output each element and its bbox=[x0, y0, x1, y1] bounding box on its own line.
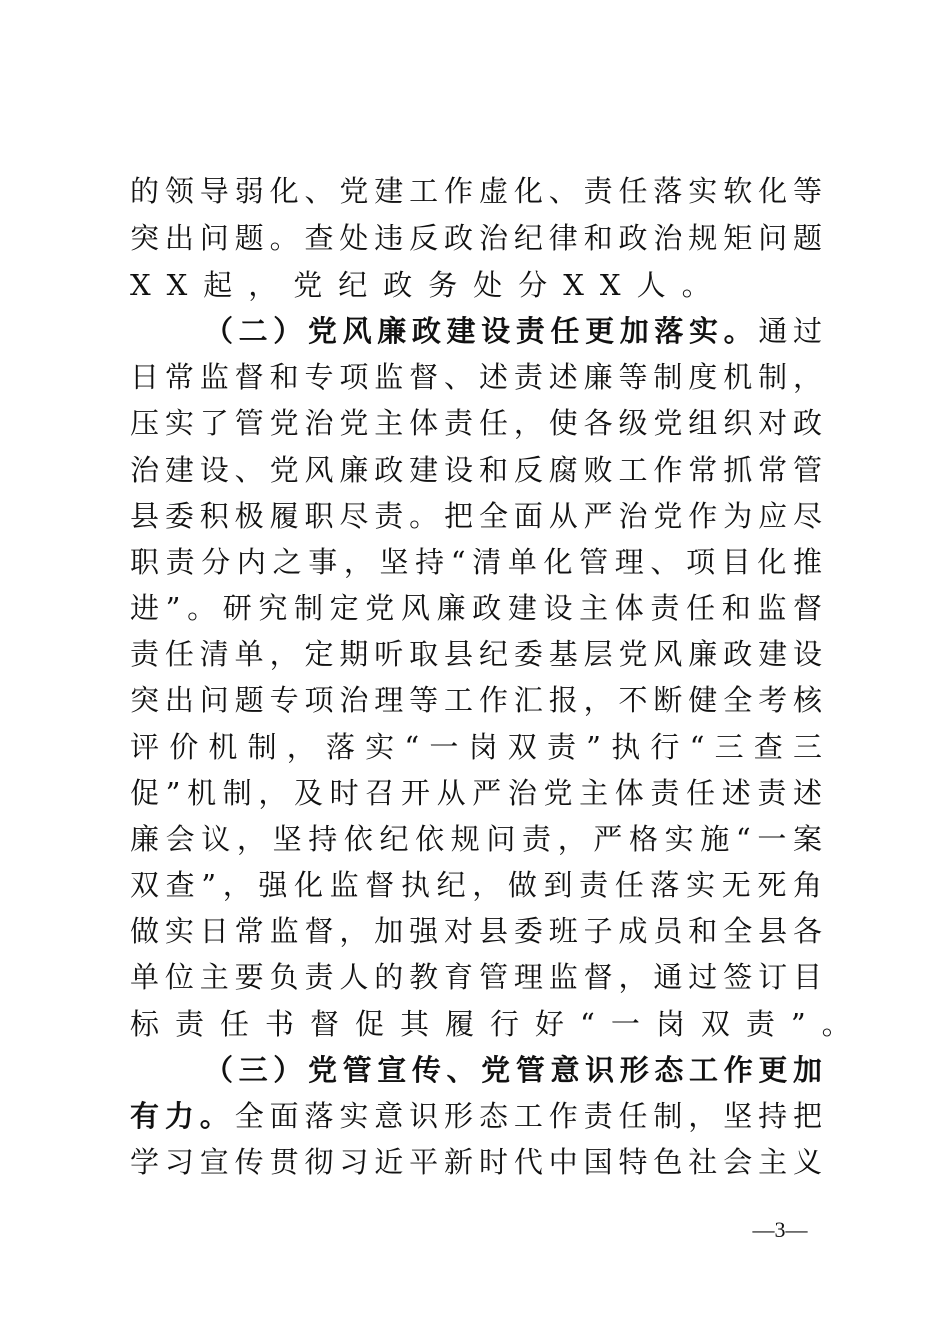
text-line bbox=[130, 1004, 867, 1044]
line-text: 促”机制，及时召开从严治党主体责任述责述 bbox=[130, 776, 822, 810]
line-text: 压实了管党治党主体责任，使各级党组织对政 bbox=[130, 406, 822, 440]
line-text: 突出问题。查处违反政治纪律和政治规矩问题 bbox=[130, 221, 822, 255]
line-text: 做实日常监督，加强对县委班子成员和全县各 bbox=[130, 914, 822, 948]
section-heading: （二）党风廉政建设责任更加落实。 bbox=[204, 314, 759, 348]
text-line bbox=[130, 634, 822, 674]
section-heading: 有力。 bbox=[130, 1099, 235, 1133]
line-text: 突出问题专项治理等工作汇报，不断健全考核 bbox=[130, 683, 822, 717]
line-text: 单位主要负责人的教育管理监督，通过签订目 bbox=[130, 960, 822, 994]
text-line bbox=[130, 403, 822, 443]
line-text: 评价机制，落实“一岗双责”执行“三查三 bbox=[130, 730, 822, 764]
line-text: 职责分内之事，坚持“清单化管理、项目化推 bbox=[130, 545, 822, 579]
text-line bbox=[130, 819, 822, 859]
section-heading-line bbox=[204, 311, 822, 351]
section-heading: （三）党管宣传、党管意识形态工作更加 bbox=[204, 1053, 822, 1087]
line-text: XX起，党纪政务处分XX人。 bbox=[130, 268, 727, 302]
line-text: 全面落实意识形态工作责任制，坚持把 bbox=[234, 1099, 822, 1133]
text-line bbox=[130, 496, 822, 536]
text-line bbox=[130, 542, 822, 582]
text-line bbox=[130, 171, 822, 211]
line-text: 通过 bbox=[758, 314, 822, 348]
line-text: 县委积极履职尽责。把全面从严治党作为应尽 bbox=[130, 499, 822, 533]
line-text: 治建设、党风廉政建设和反腐败工作常抓常管 bbox=[130, 453, 822, 487]
line-text: 学习宣传贯彻习近平新时代中国特色社会主义 bbox=[130, 1145, 822, 1179]
line-text: 责任清单，定期听取县纪委基层党风廉政建设 bbox=[130, 637, 822, 671]
text-line bbox=[130, 265, 822, 305]
section-heading-line bbox=[204, 1050, 822, 1090]
page-number: —3— bbox=[752, 1217, 808, 1242]
text-line bbox=[130, 218, 822, 258]
line-text: 廉会议，坚持依纪依规问责，严格实施“一案 bbox=[130, 822, 822, 856]
text-line bbox=[130, 911, 822, 951]
text-line bbox=[130, 865, 822, 905]
line-text: 双查”，强化监督执纪，做到责任落实无死角 bbox=[130, 868, 822, 902]
text-line bbox=[130, 357, 822, 397]
line-text: 日常监督和专项监督、述责述廉等制度机制， bbox=[130, 360, 822, 394]
text-line bbox=[130, 450, 822, 490]
text-line bbox=[130, 1142, 822, 1182]
text-line bbox=[130, 773, 822, 813]
line-text: 的领导弱化、党建工作虚化、责任落实软化等 bbox=[130, 174, 822, 208]
text-line bbox=[130, 727, 822, 767]
text-line bbox=[130, 680, 822, 720]
text-line bbox=[130, 588, 822, 628]
line-text: 进”。研究制定党风廉政建设主体责任和监督 bbox=[130, 591, 822, 625]
text-line bbox=[130, 1096, 822, 1136]
text-line bbox=[130, 957, 822, 997]
line-text: 标责任书督促其履行好“一岗双责”。 bbox=[130, 1007, 867, 1041]
